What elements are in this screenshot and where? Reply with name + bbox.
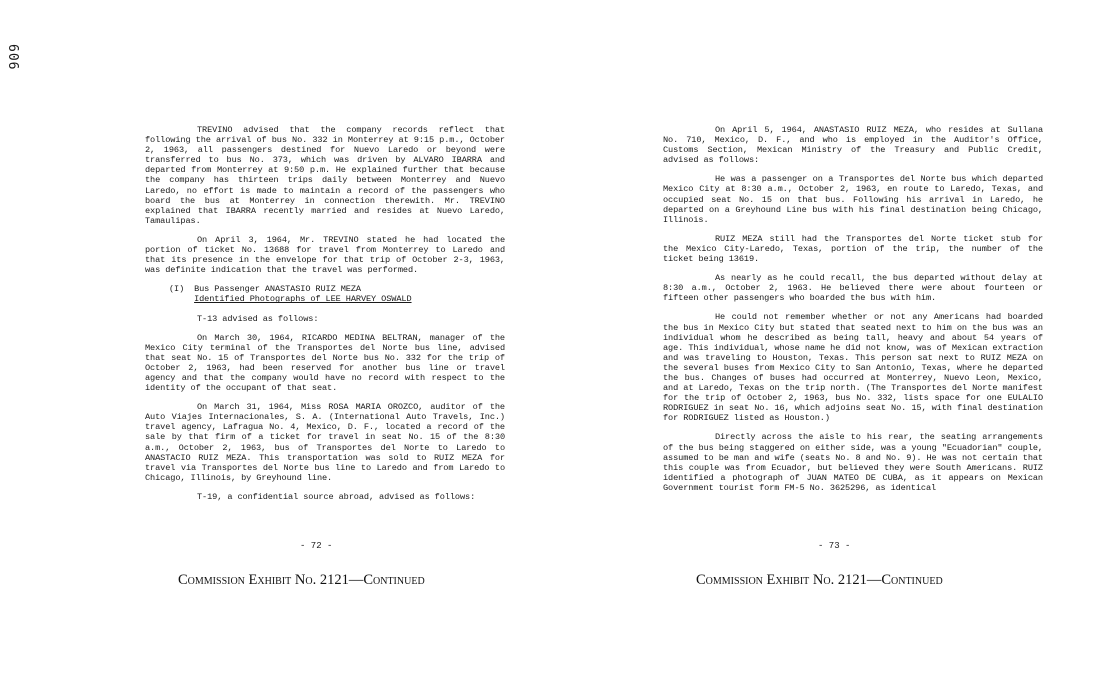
- subsection-label: (I): [169, 284, 185, 295]
- paragraph: T-19, a confidential source abroad, advised as follows:: [197, 491, 476, 502]
- paragraph: As nearly as he could recall, the bus departed without delay at 8:30 a.m., October 2, 1963. He believed there were about fourteen or fifteen other passengers who boarded the bus with him.: [663, 273, 1043, 304]
- paragraph: TREVINO advised that the company records reflect that following the arrival of bus No. 332 in Monterrey at 9:15 p.m., October 2, 1963, all passengers destined for Nuevo Laredo or beyond were transferred to bus No. 373, which was driven by ALVARO IBARRA and departed from Monterrey at 9:50 p.m. He explained further that because the company has thirteen trips daily between Monterrey and Nuevo Laredo, no effort is made to maintain a record of the passengers who board the bus at Monterrey in connection therewith. Mr. TREVINO explained that IBARRA recently married and resides at Nuevo Laredo, Tamaulipas.: [145, 125, 505, 226]
- paragraph: He was a passenger on a Transportes del Norte bus which departed Mexico City at 8:30 a.m., October 2, 1963, en route to Laredo, Texas, and occupied seat No. 15 on that bus. Following his arrival in Laredo, he departed on a Greyhound Line bus with his final destination being Chicago, Illinois.: [663, 174, 1043, 225]
- subsection-title-line: Bus Passenger ANASTASIO RUIZ MEZA: [194, 284, 361, 295]
- right-page-number: - 73 -: [818, 541, 851, 551]
- paragraph: On April 5, 1964, ANASTASIO RUIZ MEZA, who resides at Sullana No. 710, Mexico, D. F., and who is employed in the Auditor's Office, Customs Section, Mexican Ministry of the Treasury and Public Credit, advised as follows:: [663, 125, 1043, 166]
- side-page-number: 606: [5, 44, 20, 71]
- subsection-title: [194, 284, 411, 304]
- paragraph: Directly across the aisle to his rear, the seating arrangements of the bus being staggered on either side, was a young "Ecuadorian" couple, assumed to be man and wife (seats No. 8 and No. 9). He was not certain that this couple was from Ecuador, but believed they were South Americans. RUIZ identified a photograph of JUAN MATEO DE CUBA, as it appears on Mexican Government tourist form FM-5 No. 3625296, as identical: [663, 432, 1043, 493]
- right-exhibit-caption: Commission Exhibit No. 2121—Continued: [696, 572, 943, 588]
- left-exhibit-caption: Commission Exhibit No. 2121—Continued: [178, 572, 425, 588]
- right-page-text: [663, 125, 1043, 502]
- paragraph: He could not remember whether or not any Americans had boarded the bus in Mexico City but stated that seated next to him on the bus was an individual whom he described as being tall, heavy and about 54 years of age. This individual, whose name he did not know, was of Mexican extraction and was traveling to Houston, Texas. This person sat next to RUIZ MEZA on the several buses from Mexico City to San Antonio, Texas, where he departed the bus. Changes of buses had occurred at Monterrey, Nuevo Leon, Mexico, and at Laredo, Texas on the trip north. (The Transportes del Norte manifest for the trip of October 2, 1963, bus No. 332, lists space for one EULALIO RODRIGUEZ in seat No. 16, which adjoins seat No. 15, with final destination for RODRIGUEZ listed as Houston.): [663, 312, 1043, 424]
- paragraph: On March 31, 1964, Miss ROSA MARIA OROZCO, auditor of the Auto Viajes Internacionales, S. A. (International Auto Travels, Inc.) travel agency, Lafragua No. 4, Mexico, D. F., located a record of the sale by that firm of a ticket for travel in seat No. 15 of the 8:30 a.m., October 2, 1963, bus of Transportes del Norte to Laredo to ANASTACIO RUIZ MEZA. This transportation was sold to RUIZ MEZA for travel via Transportes del Norte bus line to Laredo and from Laredo to Chicago, Illinois, by Greyhound line.: [145, 402, 505, 483]
- paragraph: RUIZ MEZA still had the Transportes del Norte ticket stub for the Mexico City-Laredo, Texas, portion of the trip, the number of the ticket being 13619.: [663, 233, 1043, 265]
- paragraph: On March 30, 1964, RICARDO MEDINA BELTRAN, manager of the Mexico City terminal of the Transportes del Norte bus line, advised that seat No. 15 of Transportes del Norte bus No. 332 for the trip of October 2, 1963, had been reserved for another bus line or travel agency and that the company would have no record with respect to the identity of the occupant of that seat.: [145, 332, 505, 394]
- paragraph: On April 3, 1964, Mr. TREVINO stated he had located the portion of ticket No. 13688 for travel from Monterrey to Laredo and that its presence in the envelope for that trip of October 2-3, 1963, was definite indication that the travel was performed.: [145, 234, 505, 276]
- paragraph: T-13 advised as follows:: [197, 313, 319, 324]
- subsection-heading: [169, 284, 505, 304]
- left-page-text: [145, 125, 505, 511]
- subsection-title-line: Identified Photographs of LEE HARVEY OSWALD: [194, 294, 412, 305]
- left-page-number: - 72 -: [300, 541, 333, 551]
